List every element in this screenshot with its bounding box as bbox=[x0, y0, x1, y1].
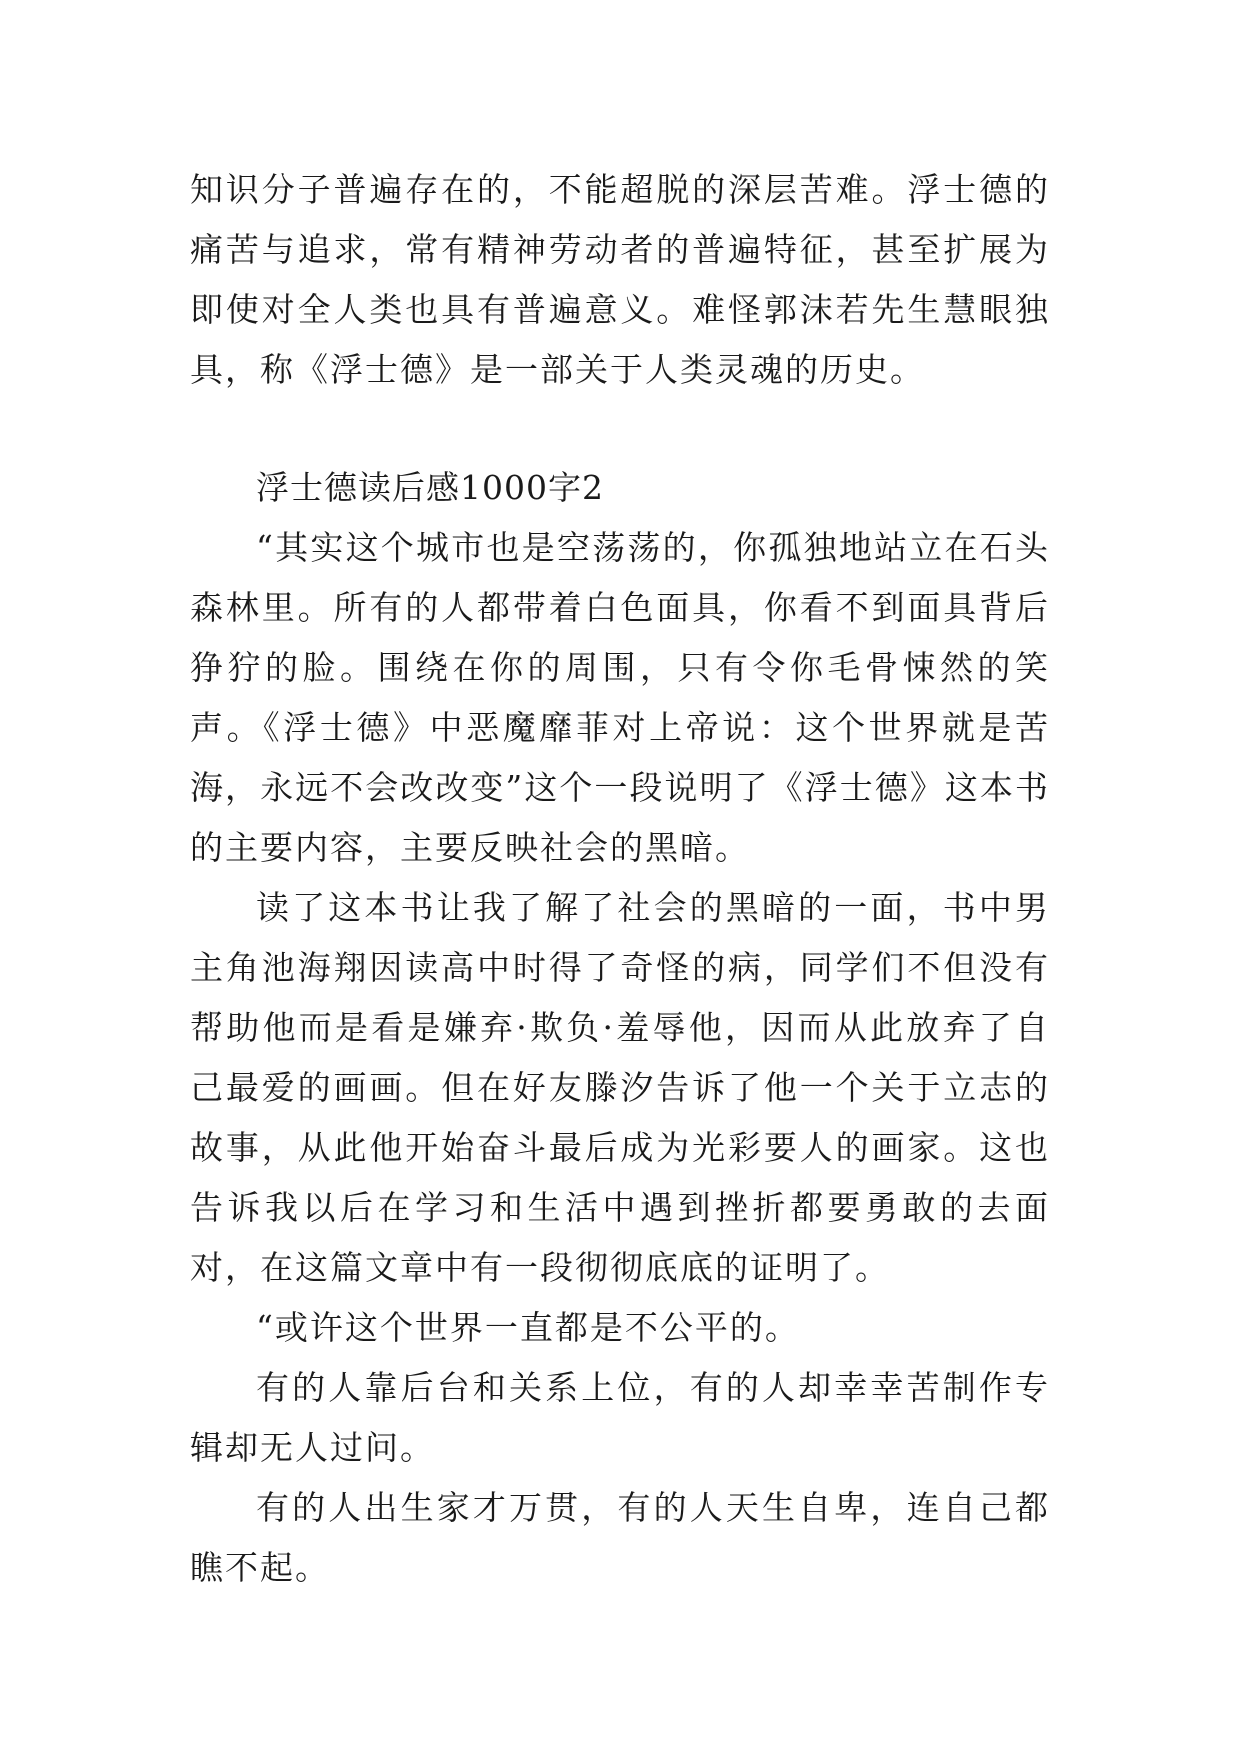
paragraph-continued: 知识分子普遍存在的，不能超脱的深层苦难。浮士德的痛苦与追求，常有精神劳动者的普遍特征，甚至扩展为即使对全人类也具有普遍意义。难怪郭沫若先生慧眼独具，称《浮士德》是一部关于人类灵魂的历史。 bbox=[190, 170, 1050, 389]
paragraph-backing: 有的人靠后台和关系上位，有的人却幸幸苦制作专辑却无人过问。 bbox=[190, 1368, 1050, 1467]
paragraph-quote-unfair: “或许这个世界一直都是不公平的。 bbox=[256, 1308, 800, 1347]
paragraph-reflection: 读了这本书让我了解了社会的黑暗的一面，书中男主角池海翔因读高中时得了奇怪的病，同学们不但没有帮助他而是看是嫌弃·欺负·羞辱他，因而从此放弃了自己最爱的画画。但在好友滕汐告诉了他一个关于立志的故事，从此他开始奋斗最后成为光彩要人的画家。这也告诉我以后在学习和生活中遇到挫折都要勇敢的去面对，在这篇文章中有一段彻彻底底的证明了。 bbox=[190, 888, 1050, 1287]
paragraph-quote-city: “其实这个城市也是空荡荡的，你孤独地站立在石头森林里。所有的人都带着白色面具，你看不到面具背后狰狞的脸。围绕在你的周围，只有令你毛骨悚然的笑声。《浮士德》中恶魔靡菲对上帝说：这个世界就是苦海，永远不会改改变”这个一段说明了《浮士德》这本书的主要内容，主要反映社会的黑暗。 bbox=[190, 528, 1050, 867]
document-page bbox=[190, 160, 1050, 1598]
paragraph-wealth: 有的人出生家才万贯，有的人天生自卑，连自己都瞧不起。 bbox=[190, 1488, 1050, 1587]
section-heading: 浮士德读后感1000字2 bbox=[256, 468, 604, 507]
